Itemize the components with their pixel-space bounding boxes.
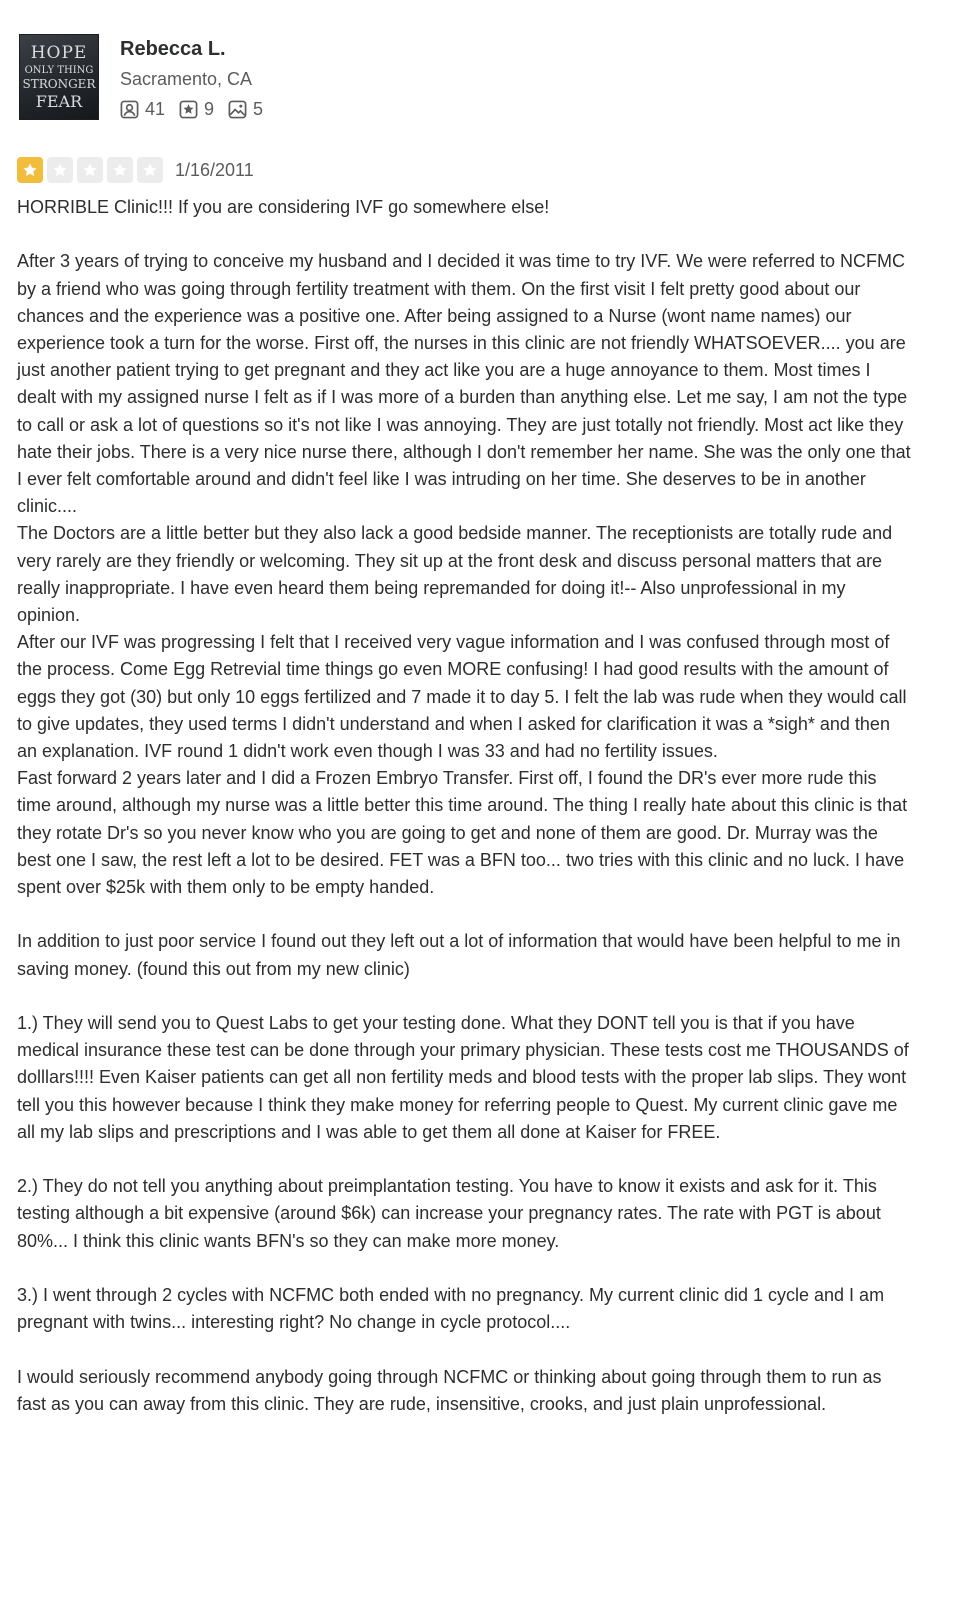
review-text bbox=[17, 194, 912, 1418]
photos-stat bbox=[228, 99, 263, 120]
user-location: Sacramento, CA bbox=[120, 69, 253, 89]
review-paragraph: I would seriously recommend anybody going through NCFMC or thinking about going through them to run as fast as you can away from this clinic. They are rude, insensitive, crooks, and just plain unprofessional. bbox=[17, 1366, 887, 1414]
review-paragraph: 3.) I went through 2 cycles with NCFMC both ended with no pregnancy. My current clinic did 1 cycle and I am pregnant with twins... interesting right? No change in cycle protocol.... bbox=[17, 1285, 890, 1333]
avatar[interactable] bbox=[19, 34, 99, 120]
user-stats bbox=[120, 96, 277, 122]
review-star-icon bbox=[179, 100, 198, 119]
review-paragraph: After 3 years of trying to conceive my husband and I decided it was time to try IVF. We were referred to NCFMC by a friend who was going through fertility treatment with them. On the first visit I felt pretty good about our chances and the experience was a positive one. After being assigned to a Nurse (wont name names) our experience took a turn for the worse. First off, the nurses in this clinic are not friendly WHATSOEVER.... you are just another patient trying to get pregnant and they act like you are a huge annoyance to them. Most times I dealt with my assigned nurse I felt as if I was more of a burden than anything else. Let me say, I am not the type to call or ask a lot of questions so it's not like I was annoying. They are just totally not friendly. Most act like they hate their jobs. There is a very nice nurse there, although I don't remember her name. She was the only one that I ever felt comfortable around and didn't feel like I was intruding on her time. She deserves to be in another clinic.... The Doctors are a little better but they also lack a good bedside manner. The receptionists are totally rude and very rarely are they friendly or welcoming. They sit up at the front desk and discuss personal matters that are really inappropriate. I have even heard them being repremanded for doing it!-- Also unprofessional in my opinion. After our IVF was progressing I felt that I received very vague information and I was confused through most of the process. Come Egg Retrevial time things go even MORE confusing! I had good results with the amount of eggs they got (30) but only 10 eggs fertilized and 7 made it to day 5. I felt the lab was rude when they would call to give updates, they used terms I didn't understand and when I asked for clarification it was a *sigh* and then an explanation. IVF round 1 didn't work even though I was 33 and had no fertility issues. Fast forward 2 years later and I did a Frozen Embryo Transfer. First off, I found the DR's ever more rude this time around, although my nurse was a little better this time around. The thing I really hate about this clinic is that they rotate Dr's so you never know who you are going to get and none of them are good. Dr. Murray was the best one I saw, the rest left a lot to be desired. FET was a BFN too... two tries with this clinic and no luck. I have spent over $25k with them only to be empty handed. bbox=[17, 251, 911, 898]
avatar-text-line: ONLY THING bbox=[24, 64, 94, 76]
photo-icon bbox=[228, 100, 247, 119]
star-empty-icon bbox=[77, 157, 103, 183]
review-date: 1/16/2011 bbox=[175, 159, 254, 180]
review-paragraph: In addition to just poor service I found out they left out a lot of information that would have been helpful to me in saving money. (found this out from my new clinic) bbox=[17, 931, 906, 979]
review-paragraph: HORRIBLE Clinic!!! If you are considering IVF go somewhere else! bbox=[17, 197, 550, 217]
friends-count: 41 bbox=[145, 98, 166, 119]
star-rating bbox=[17, 157, 167, 183]
friends-icon bbox=[120, 100, 139, 119]
avatar-text-line: STRONGER bbox=[22, 76, 96, 91]
review-paragraph: 1.) They will send you to Quest Labs to get your testing done. What they DONT tell you is that if you have medical insurance these test can be done through your primary physician. These tests cost me THOUSANDS of dolllars!!!! Even Kaiser patients can get all non fertility meds and blood tests with the proper lab slips. They wont tell you this however because I think they make money for referring people to Quest. My current clinic gave me all my lab slips and prescriptions and I was able to get them all done at Kaiser for FREE. bbox=[17, 1013, 914, 1142]
reviews-count: 9 bbox=[204, 98, 215, 119]
reviews-stat bbox=[179, 99, 214, 120]
star-empty-icon bbox=[137, 157, 163, 183]
user-passport bbox=[17, 34, 975, 124]
star-empty-icon bbox=[47, 157, 73, 183]
user-name-link[interactable]: Rebecca L. bbox=[120, 38, 226, 60]
star-empty-icon bbox=[107, 157, 133, 183]
photos-count: 5 bbox=[253, 98, 264, 119]
star-filled-icon bbox=[17, 157, 43, 183]
user-info bbox=[120, 34, 277, 122]
avatar-text-line: FEAR bbox=[35, 91, 83, 111]
friends-stat bbox=[120, 99, 165, 120]
rating-row bbox=[17, 156, 975, 184]
avatar-text-line: HOPE bbox=[30, 42, 88, 63]
review-paragraph: 2.) They do not tell you anything about preimplantation testing. You have to know it exists and ask for it. This testing although a bit expensive (around $6k) can increase your pregnancy rates. The rate with PGT is about 80%... I think this clinic wants BFN's so they can make more money. bbox=[17, 1176, 886, 1251]
